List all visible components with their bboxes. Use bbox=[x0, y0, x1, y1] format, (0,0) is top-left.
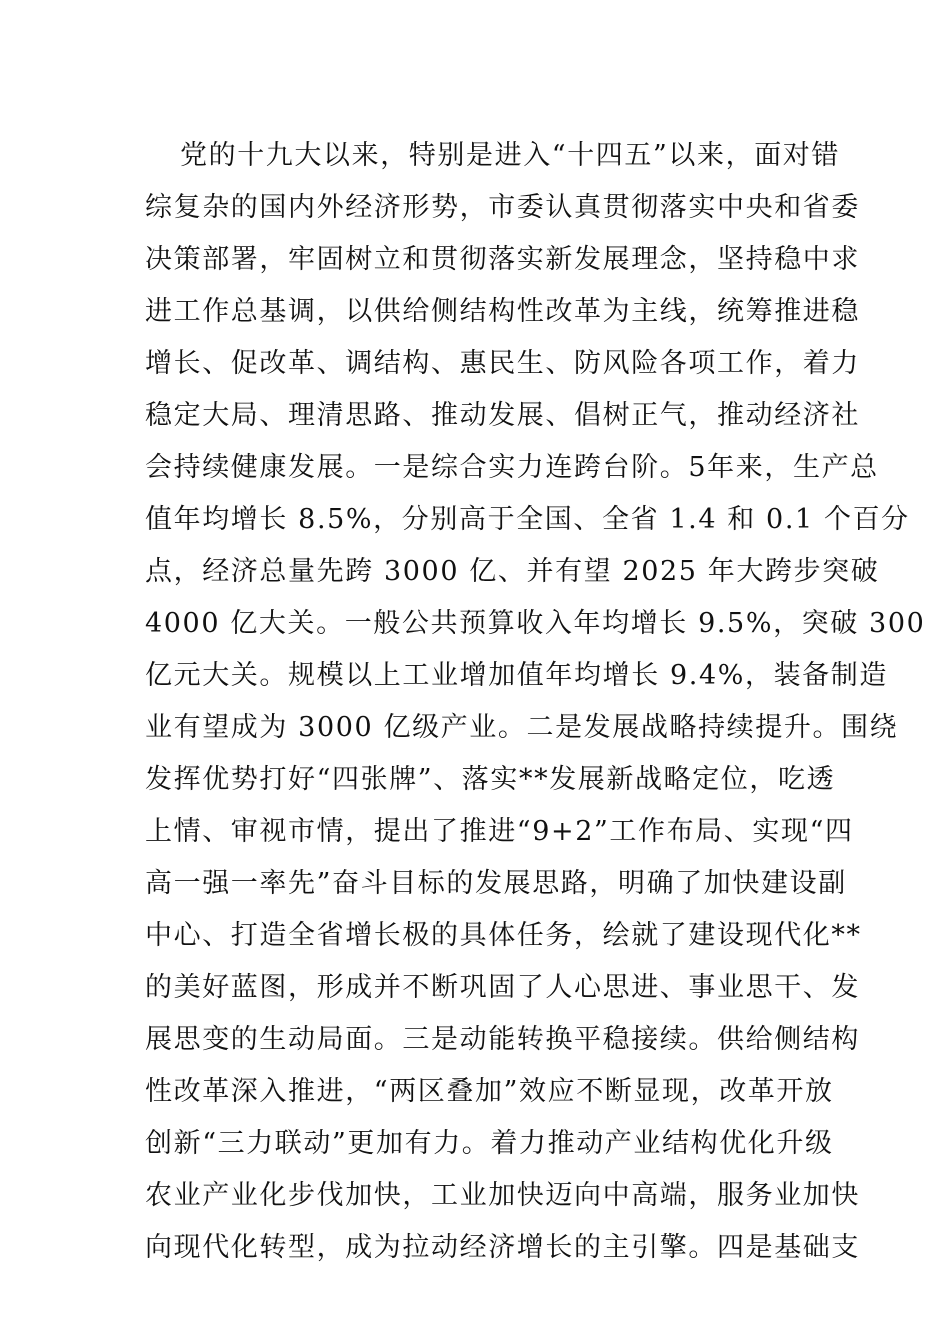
paragraph-line-19: 性改革深入推进，“两区叠加”效应不断显现，改革开放 bbox=[145, 1076, 834, 1107]
paragraph-line-14: 上情、审视市情，提出了推进“9+2”工作布局、实现“四 bbox=[145, 816, 854, 847]
paragraph-line-9: 点，经济总量先跨 3000 亿、并有望 2025 年大跨步突破 bbox=[145, 556, 880, 587]
paragraph-line-12: 业有望成为 3000 亿级产业。二是发展战略持续提升。围绕 bbox=[145, 712, 899, 743]
paragraph-line-22: 向现代化转型，成为拉动经济增长的主引擎。四是基础支 bbox=[145, 1232, 860, 1263]
paragraph-line-13: 发挥优势打好“四张牌”、落实**发展新战略定位，吃透 bbox=[145, 764, 836, 795]
paragraph-line-8: 值年均增长 8.5%，分别高于全国、全省 1.4 和 0.1 个百分 bbox=[145, 504, 910, 535]
paragraph-line-7: 会持续健康发展。一是综合实力连跨台阶。5年来，生产总 bbox=[145, 452, 879, 483]
paragraph-line-16: 中心、打造全省增长极的具体任务，绘就了建设现代化** bbox=[145, 920, 862, 951]
paragraph-line-4: 进工作总基调，以供给侧结构性改革为主线，统筹推进稳 bbox=[145, 296, 860, 327]
paragraph-line-20: 创新“三力联动”更加有力。着力推动产业结构优化升级 bbox=[145, 1128, 834, 1159]
paragraph-line-5: 增长、促改革、调结构、惠民生、防风险各项工作，着力 bbox=[145, 348, 860, 379]
paragraph-line-1: 党的十九大以来，特别是进入“十四五”以来，面对错 bbox=[180, 140, 841, 171]
paragraph-line-2: 综复杂的国内外经济形势，市委认真贯彻落实中央和省委 bbox=[145, 192, 860, 223]
paragraph-line-17: 的美好蓝图，形成并不断巩固了人心思进、事业思干、发 bbox=[145, 972, 860, 1003]
paragraph-line-3: 决策部署，牢固树立和贯彻落实新发展理念，坚持稳中求 bbox=[145, 244, 860, 275]
paragraph-line-21: 农业产业化步伐加快，工业加快迈向中高端，服务业加快 bbox=[145, 1180, 860, 1211]
paragraph-line-6: 稳定大局、理清思路、推动发展、倡树正气，推动经济社 bbox=[145, 400, 860, 431]
paragraph-line-18: 展思变的生动局面。三是动能转换平稳接续。供给侧结构 bbox=[145, 1024, 860, 1055]
paragraph-line-15: 高一强一率先”奋斗目标的发展思路，明确了加快建设副 bbox=[145, 868, 847, 899]
paragraph-line-10: 4000 亿大关。一般公共预算收入年均增长 9.5%，突破 300 bbox=[145, 608, 926, 639]
paragraph-line-11: 亿元大关。规模以上工业增加值年均增长 9.4%，装备制造 bbox=[145, 660, 888, 691]
